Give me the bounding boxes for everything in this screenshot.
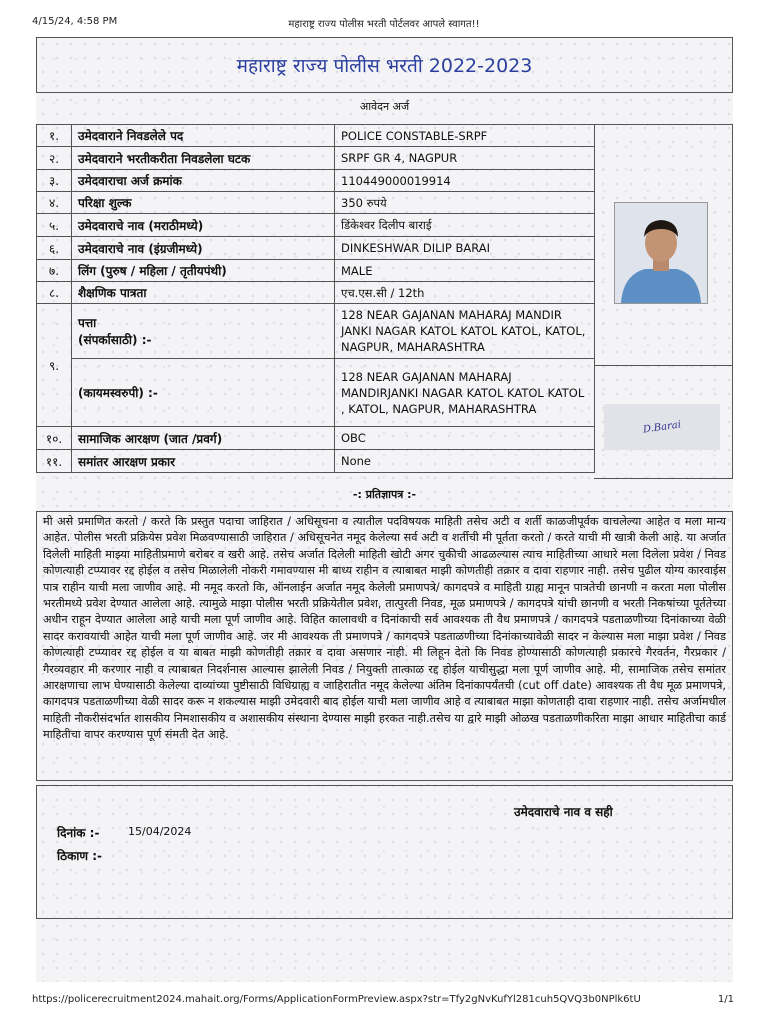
row-serial: ५. <box>37 214 72 237</box>
row-serial: ३. <box>37 170 72 192</box>
row-serial: १. <box>37 125 72 147</box>
row-serial: ४. <box>37 192 72 214</box>
address-permanent-label: (कायमस्वरुपी) :- <box>72 359 335 427</box>
row-serial: ८. <box>37 282 72 304</box>
form-subtitle: आवेदन अर्ज <box>359 100 410 113</box>
row-serial: ११. <box>37 450 72 473</box>
row-label: उमेदवाराचे नाव (मराठीमध्ये) <box>72 214 335 237</box>
table-row <box>37 147 595 170</box>
row-value: एच.एस.सी / 12th <box>335 282 595 304</box>
address-label: पत्ता <box>78 316 97 330</box>
row-serial: ६. <box>37 237 72 260</box>
candidate-name-signature-label: उमेदवाराचे नाव व सही <box>514 805 613 819</box>
row-label: उमेदवाराचा अर्ज क्रमांक <box>72 170 335 192</box>
signoff-section <box>36 785 733 919</box>
table-row <box>37 170 595 192</box>
row-label: उमेदवाराने भरतीकरीता निवडलेला घटक <box>72 147 335 170</box>
declaration-heading: -: प्रतिज्ञापत्र :- <box>352 488 417 501</box>
table-row <box>37 214 595 237</box>
address-contact-label <box>72 304 335 359</box>
table-row-address-contact <box>37 304 595 359</box>
table-row <box>37 237 595 260</box>
row-label: उमेदवाराने निवडलेले पद <box>72 125 335 147</box>
row-label: समांतर आरक्षण प्रकार <box>72 450 335 473</box>
declaration-text: मी असे प्रमाणित करतो / करते कि प्रस्तुत पदाचा जाहिरात / अधिसूचना व त्यातील पदविषयक माहिती तसेच अटी व शर्ती काळजीपूर्वक वाचलेल्या आहेत व मला मान्य आहेत. पोलीस भरती प्रक्रियेस प्रवेश मिळवण्यासाठी जाहिरात / अधिसूचनेत नमूद केलेल्या सर्व अटी व शर्तीची मी पूर्तता करतो / करते याची मी खात्री केली आहे. या अर्जात दिलेली माहिती माझ्या माहितीप्रमाणे बरोबर व खरी आहे. तसेच अर्जात दिलेली माहिती खोटी अगर चुकीची आढळल्यास त्याच माहितीच्या आधारे मला दिलेला प्रवेश / निवड कोणत्याही टप्प्यावर रद्द होईल व तसेच मिळालेली नोकरी गमावण्यास मी बाध्य राहीन व त्याबाबत माझी कोणतीही तक्रार व दावा राहणार नाही. तसेच पुढील योग्य कारवाईस पात्र राहीन याची मला जाणीव आहे. मी नमूद करतो कि, ऑनलाईन अर्जात नमूद केलेली प्रमाणपत्रे/ कागदपत्रे व माहिती ग्राह्य मानून पात्रतेची छानणी न करता मला पोलीस भरतीमध्ये प्रवेश देण्यात आलेला आहे. त्यामुळे माझा पोलीस भरती प्रक्रियेतील प्रवेश, तात्पुरती निवड, मूळ प्रमाणपत्रे / कागदपत्रे यांची छानणी व भरती निकषांच्या पूर्ततेच्या अधीन राहून देण्यात आलेला आहे याची मला पूर्ण जाणीव आहे. विहित कालावधी व दिनांकाची सर्व आवश्यक ती वैध प्रमाणपत्रे / कागदपत्रे पडताळणीच्या दिनांकाच्या वेळी सादर करावयाची आहेत याची मला पूर्ण जाणीव आहे. जर मी आवश्यक ती प्रमाणपत्रे / कागदपत्रे पडताळणीच्या दिनांकाच्यावेळी सादर न केल्यास मला माझा प्रवेश / निवड कोणत्याही टप्प्यावर रद्द होईल व या बाबत माझी कोणतीही तक्रार व दावा असणार नाही. मी लिहून देतो कि निवड होण्यासाठी कोणत्याही प्रकारचे गैरवर्तन, गैरप्रकार / गैरव्यवहार मी करणार नाही व त्याबाबत निदर्शनास आल्यास झालेली निवड / नियुक्ती तात्काळ रद्द होईल याचीसुद्धा मला पूर्ण जाणीव आहे. मी, सामाजिक तसेच समांतर आरक्षणाचा लाभ घेण्यासाठी केलेल्या दाव्यांच्या पुष्टीसाठी विधिग्राह्य व जाहिरातीत नमूद केलेल्या अंतिम दिनांकापर्यंतची (cut off date) आवश्यक ती वैध मूळ प्रमाणपत्रे, कागदपत्र पडताळणीच्या वेळी सादर करू न शकल्यास माझी उमेदवारी बाद होईल याची मला जाणीव आहे व त्याबाबत माझा कोणताही दावा राहणार नाही. तसेच अर्जामधील माहिती नौकरीसंदर्भात शासकीय निमशासकीय व अशासकीय संस्थाना देण्यास माझी हरकत नाही.तसेच या द्वारे माझी ओळख पडताळणीकरिता माझा आधार माहितीचा कार्ड माहितीचा वापर करण्यास पूर्ण संमती देत आहे. <box>36 511 733 781</box>
table-row-address-permanent <box>37 359 595 427</box>
table-row <box>37 427 595 450</box>
candidate-photo-graphic <box>615 203 707 303</box>
table-row <box>37 260 595 282</box>
row-value: 110449000019914 <box>335 170 595 192</box>
address-contact-value: 128 NEAR GAJANAN MAHARAJ MANDIR JANKI NAGAR KATOL KATOL KATOL, KATOL, NAGPUR, MAHARASHTRA <box>335 304 595 359</box>
row-value: 350 रुपये <box>335 192 595 214</box>
row-value: POLICE CONSTABLE-SRPF <box>335 125 595 147</box>
print-page-number: 1/1 <box>717 994 734 1005</box>
row-label: परिक्षा शुल्क <box>72 192 335 214</box>
row-serial: २. <box>37 147 72 170</box>
table-row <box>37 192 595 214</box>
row-value: None <box>335 450 595 473</box>
row-label: सामाजिक आरक्षण (जात /प्रवर्ग) <box>72 427 335 450</box>
date-value: 15/04/2024 <box>128 825 192 838</box>
print-footer <box>0 994 768 1014</box>
row-value: SRPF GR 4, NAGPUR <box>335 147 595 170</box>
row-label: लिंग (पुरुष / महिला / तृतीयपंथी) <box>72 260 335 282</box>
row-label: उमेदवाराचे नाव (इंग्रजीमध्ये) <box>72 237 335 260</box>
details-table <box>36 124 595 473</box>
row-serial: ७. <box>37 260 72 282</box>
print-page-title: महाराष्ट्र राज्य पोलीस भरती पोर्टलवर आपले स्वागत!! <box>288 19 480 30</box>
date-label: दिनांक :- <box>57 826 100 840</box>
table-row <box>37 282 595 304</box>
address-contact-sub: (संपर्कासाठी) :- <box>78 333 152 347</box>
form-title: महाराष्ट्र राज्य पोलीस भरती 2022-2023 <box>36 37 733 93</box>
row-value: डिंकेश्वर दिलीप बाराई <box>335 214 595 237</box>
photo-cell <box>594 124 733 366</box>
signature-text: D.Barai <box>642 418 682 436</box>
row-value: MALE <box>335 260 595 282</box>
row-value: OBC <box>335 427 595 450</box>
address-permanent-value: 128 NEAR GAJANAN MAHARAJ MANDIRJANKI NAGAR KATOL KATOL KATOL , KATOL, NAGPUR, MAHARASHTRA <box>335 359 595 427</box>
signature-icon <box>604 404 720 450</box>
print-url: https://policerecruitment2024.mahait.org/Forms/ApplicationFormPreview.aspx?str=Tfy2gNvKufYl281cuh5QVQ3b0NPlk6tU <box>32 994 641 1005</box>
table-row <box>37 450 595 473</box>
print-header <box>0 0 768 30</box>
print-timestamp: 4/15/24, 4:58 PM <box>32 16 118 27</box>
table-row <box>37 125 595 147</box>
application-form <box>36 37 733 982</box>
place-label: ठिकाण :- <box>57 849 103 863</box>
row-serial: ९. <box>37 304 72 427</box>
signature-cell <box>594 364 733 479</box>
row-serial: १०. <box>37 427 72 450</box>
candidate-photo-icon <box>614 202 708 304</box>
row-label: शैक्षणिक पात्रता <box>72 282 335 304</box>
row-value: DINKESHWAR DILIP BARAI <box>335 237 595 260</box>
